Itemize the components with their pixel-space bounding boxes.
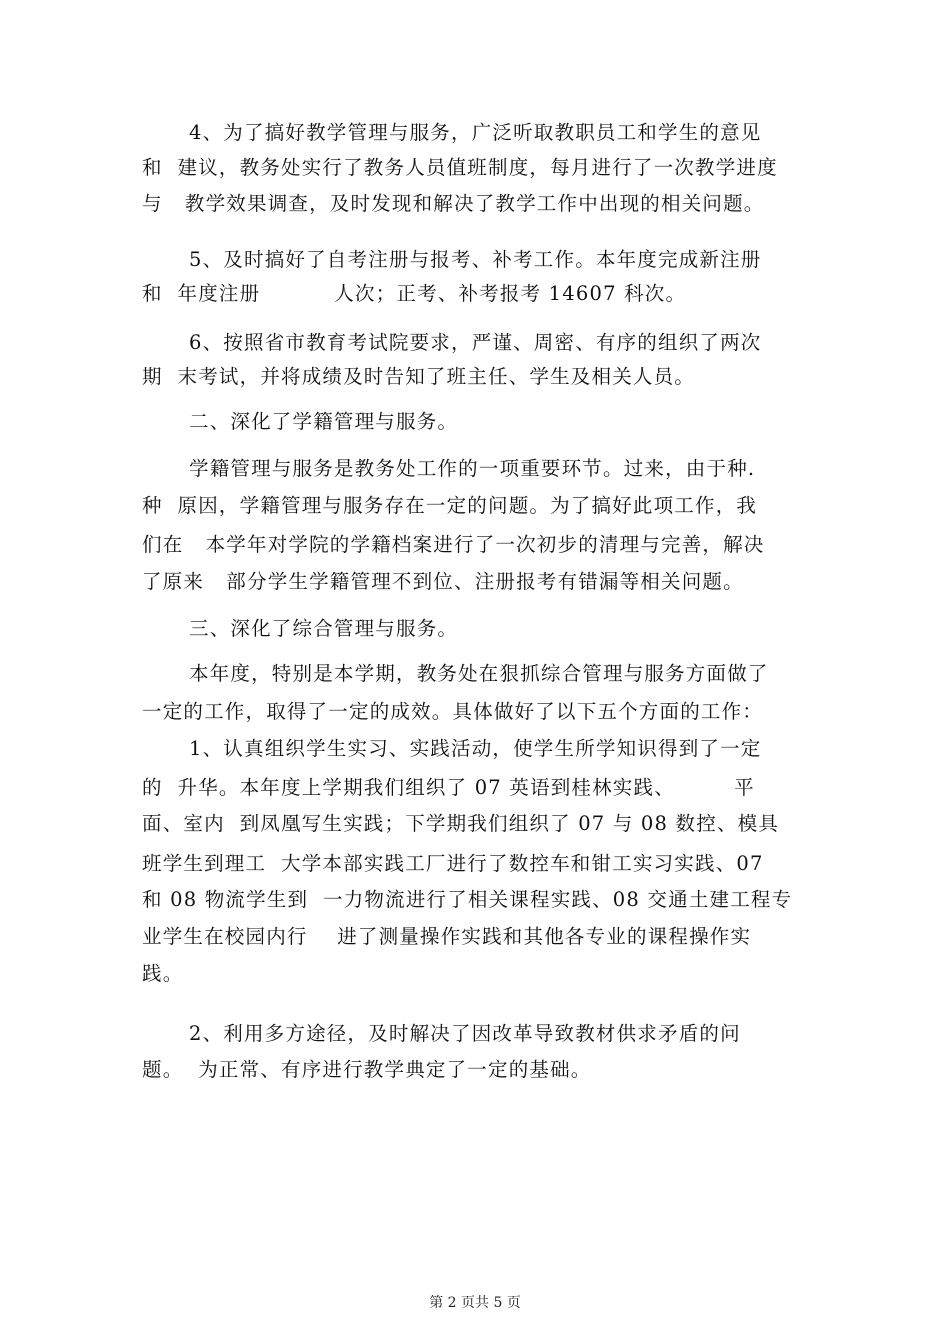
text-line: 和 建议，教务处实行了教务人员值班制度，每月进行了一次教学进度 <box>142 156 778 179</box>
text-line: 班学生到理工 大学本部实践工厂进行了数控车和钳工实习实践、07 <box>142 852 764 875</box>
text-line: 与 教学效果调查，及时发现和解决了教学工作中出现的相关问题。 <box>142 192 765 215</box>
section-heading: 三、深化了综合管理与服务。 <box>189 617 459 640</box>
text-line: 4、为了搞好教学管理与服务，广泛听取教职员工和学生的意见 <box>189 121 762 144</box>
text-line: 种 原因，学籍管理与服务存在一定的问题。为了搞好此项工作，我 <box>142 494 758 517</box>
section-heading: 二、深化了学籍管理与服务。 <box>189 410 459 433</box>
text-line: 期 末考试，并将成绩及时告知了班主任、学生及相关人员。 <box>142 365 695 388</box>
text-line: 本年度，特别是本学期，教务处在狠抓综合管理与服务方面做了 <box>189 662 769 685</box>
text-line: 学籍管理与服务是教务处工作的一项重要环节。过来，由于种. <box>189 457 756 480</box>
page-footer: 第 2 页共 5 页 <box>429 1295 521 1311</box>
text-line: 们在 本学年对学院的学籍档案进行了一次初步的清理与完善，解决 <box>142 533 765 556</box>
text-line: 践。 <box>142 962 184 985</box>
text-line: 6、按照省市教育考试院要求，严谨、周密、有序的组织了两次 <box>189 331 762 354</box>
text-line: 一定的工作，取得了一定的成效。具体做好了以下五个方面的工作： <box>142 700 764 723</box>
text-line: 2、利用多方途径，及时解决了因改革导致教材供求矛盾的问 <box>189 1022 741 1045</box>
text-line: 了原来 部分学生学籍管理不到位、注册报考有错漏等相关问题。 <box>142 570 744 593</box>
text-line: 面、室内 到凤凰写生实践；下学期我们组织了 07 与 08 数控、模具 <box>142 812 780 835</box>
text-line: 业学生在校园内行 进了测量操作实践和其他各专业的课程操作实 <box>142 925 752 948</box>
text-line: 5、及时搞好了自考注册与报考、补考工作。本年度完成新注册 <box>189 248 762 271</box>
text-line: 的 升华。本年度上学期我们组织了 07 英语到桂林实践、 平 <box>142 776 755 799</box>
text-line: 和 08 物流学生到 一力物流进行了相关课程实践、08 交通土建工程专 <box>142 888 793 911</box>
text-line: 1、认真组织学生实习、实践活动，使学生所学知识得到了一定 <box>189 737 762 760</box>
text-line: 题。 为正常、有序进行教学典定了一定的基础。 <box>142 1058 592 1081</box>
text-line: 和 年度注册 人次；正考、补考报考 14607 科次。 <box>142 282 687 305</box>
